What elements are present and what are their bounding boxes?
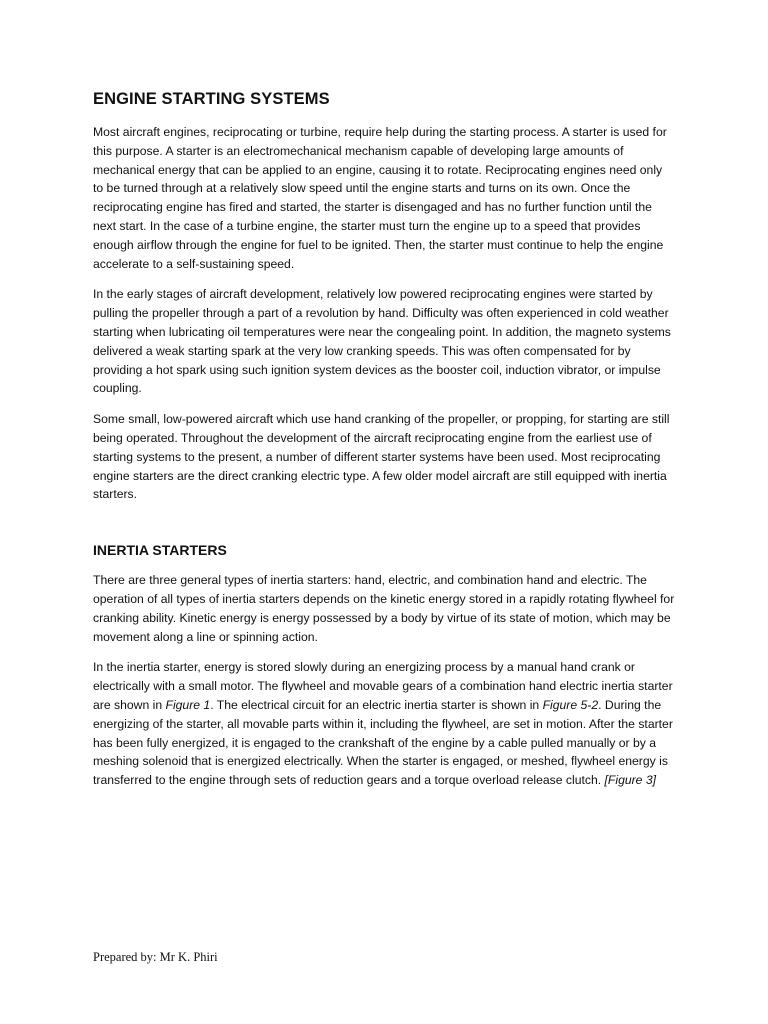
inertia-paragraph-2-part-1: In the inertia starter, energy is stored slowly during an energizing process by a manual hand crank or electrically with a small motor. The flywheel and movable gears of a combination hand electric inertia starter are shown in [93, 660, 673, 712]
section-spacer [93, 516, 675, 542]
inertia-paragraph-1: There are three general types of inertia starters: hand, electric, and combination hand and electric. The operation of all types of inertia starters depends on the kinetic energy stored in a rapidly rotating flywheel for cranking ability. Kinetic energy is energy possessed by a body by virtue of its state of motion, which may be movement along a line or spinning action. [93, 573, 675, 644]
document-title: ENGINE STARTING SYSTEMS [93, 90, 330, 108]
inertia-paragraph-2-part-3: . During the energizing of the starter, all movable parts within it, including the flywheel, are set in motion. After the starter has been fully energized, it is engaged to the crankshaft of the engine by a cable pulled manually or by a meshing solenoid that is energized electrically. When the starter is engaged, or meshed, flywheel energy is transferred to the engine through sets of reduction gears and a torque overload release clutch. [93, 697, 673, 788]
inertia-paragraph-2 [93, 658, 675, 790]
inertia-paragraph-2-part-2: . The electrical circuit for an electric inertia starter is shown in [210, 697, 543, 712]
figure-5-2-reference: Figure 5-2 [542, 697, 599, 712]
section-heading-inertia-starters: INERTIA STARTERS [93, 542, 227, 559]
intro-paragraph-2: In the early stages of aircraft development, relatively low powered reciprocating engines were started by pulling the propeller through a part of a revolution by hand. Difficulty was often experienced in cold weather starting when lubricating oil temperatures were near the congealing point. In addition, the magneto systems delivered a weak starting spark at the very low cranking speeds. This was often compensated for by providing a hot spark using such ignition system devices as the booster coil, induction vibrator, or impulse coupling. [93, 287, 671, 396]
document-body [93, 90, 675, 802]
figure-1-reference: Figure 1 [165, 697, 211, 712]
figure-3-reference: [Figure 3] [604, 773, 657, 788]
intro-paragraph-3: Some small, low-powered aircraft which use hand cranking of the propeller, or propping, for starting are still being operated. Throughout the development of the aircraft reciprocating engine from the earliest use of starting systems to the present, a number of different starter systems have been used. Most reciprocating engine starters are the direct cranking electric type. A few older model aircraft are still equipped with inertia starters. [93, 412, 670, 502]
intro-paragraph-1: Most aircraft engines, reciprocating or turbine, require help during the starting process. A starter is used for this purpose. A starter is an electromechanical mechanism capable of developing large amounts of mechanical energy that can be applied to an engine, causing it to rotate. Reciprocating engines need only to be turned through at a relatively slow speed until the engine starts and turns on its own. Once the reciprocating engine has fired and started, the starter is disengaged and has no further function until the next start. In the case of a turbine engine, the starter must turn the engine up to a speed that provides enough airflow through the engine for fuel to be ignited. Then, the starter must continue to help the engine accelerate to a self-sustaining speed. [93, 125, 667, 271]
page-footer: Prepared by: Mr K. Phiri [93, 950, 218, 964]
